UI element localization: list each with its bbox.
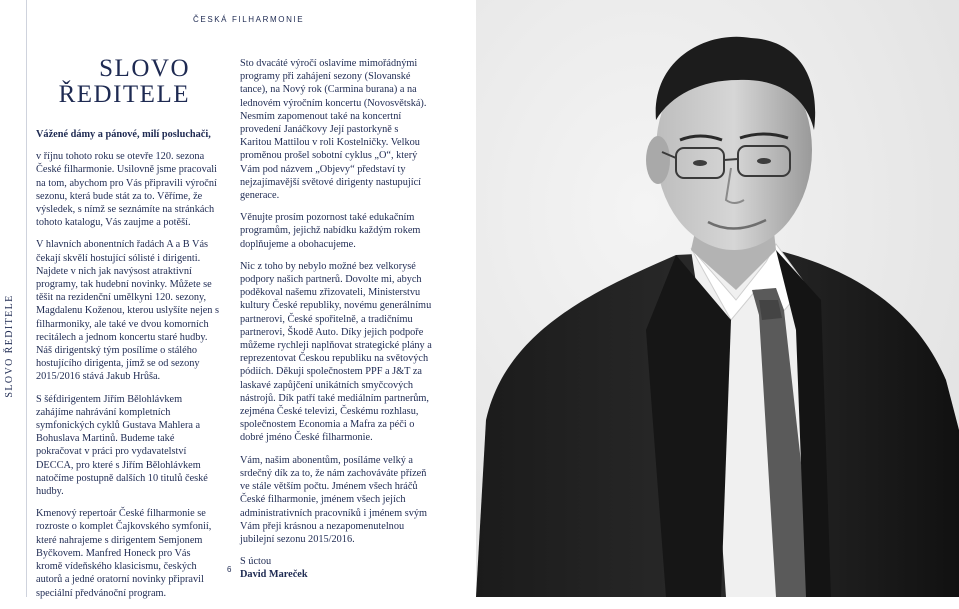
paragraph: S šéfdirigentem Jiřím Bělohlávkem zahájíme nahrávání kompletních symfonických cyklů Gustava Mahlera a Bohuslava Martinů. Budeme také pokračovat v práci pro vydavatelství DECCA, pro které s Jiřím Bělohlávkem natočíme postupně dalších 10 titulů české hudby. (36, 393, 208, 498)
paragraph: Kmenový repertoár České filharmonie se rozroste o komplet Čajkovského symfonií, které nahrajeme s dirigentem Semjonem Byčkovem. Manfred Honeck pro Vás kromě vídeňského klasicismu, českých autorů a jedné oratorní novinky připravil speciální předvánoční program. (36, 508, 212, 599)
paragraph: Věnujte prosím pozornost také edukačním programům, jejichž nabídku každým rokem doplňujeme a obohacujeme. (240, 212, 421, 250)
closing: S úctou (240, 556, 272, 568)
left-margin-rule (26, 0, 27, 597)
paragraph: Vám, našim abonentům, posíláme velký a srdečný dík za to, že nám zachováváte přízeň ve stále větším počtu. Jménem všech hráčů České filharmonie, jménem všech jejích administrativních pracovníků i jménem svým Vám přeji krásnou a nezapomenutelnou jubilejní sezonu 2015/2016. (240, 454, 428, 545)
title-line-2: ŘEDITELE (58, 81, 190, 108)
text-column-left (36, 128, 219, 609)
paragraph: v říjnu tohoto roku se otevře 120. sezona České filharmonie. Usilovně jsme pracovali na tom, abychom pro Vás připravili výroční sezonu, která bude stát za to. Věříme, že výsledek, s nímž se seznámíte na stránkách tohoto katalogu, Vás zaujme a potěší. (36, 151, 218, 229)
portrait-illustration (476, 0, 959, 597)
paragraph: Sto dvacáté výročí oslavíme mimořádnými programy při zahájení sezony (Slovanské tance), na Nový rok (Carmina burana) a na lednovém výročním koncertu (Novosvětská). Nesmím zapomenout také na koncertní provedení Janáčkovy Její pastorkyně s Karitou Mattilou v roli Kostelničky. Velkou proměnou prošel sobotní cyklus „O“, který Vám pod názvem „Objevy“ představí ty nejzajímavější světové dirigenty nastupující generace. (240, 58, 427, 202)
side-label-text: SLOVO ŘEDITELE (4, 294, 15, 398)
text-column-right (240, 57, 432, 591)
page-title (34, 56, 190, 108)
paragraph: Nic z toho by nebylo možné bez velkorysé podpory našich partnerů. Dovolte mi, abych poděkoval našemu zřizovateli, Ministerstvu kultury České republiky, novému generálnímu partnerovi, České spořitelně, a tradičnímu partnerovi, Škodě Auto. Díky jejich podpoře můžeme rychleji naplňovat strategické plány a reprezentovat Českou republiku na světových pódiích. Děkuji společnostem PPF a J&T za laskavé zapůjčení unikátních smyčcových nástrojů. Dík patří také mediálním partnerům, zejména České televizi, Českému rozhlasu, společnostem Economia a Mafra za péči o dobré jméno České filharmonie. (240, 260, 432, 444)
brand-header: ČESKÁ FILHARMONIE (193, 15, 305, 24)
title-line-1: SLOVO (99, 55, 190, 82)
page-number: 6 (227, 565, 232, 574)
signature: David Mareček (240, 569, 308, 581)
paragraph: V hlavních abonentních řadách A a B Vás čekají skvělí hostující sólisté i dirigenti. Najdete v nich jak navýsost atraktivní programy, tak hudební novinky. Můžete se těšit na rezidenční umělkyni 120. sezony, Magdalenu Koženou, kterou uslyšíte nejen s filharmoniky, ale také ve dvou komorních recitálech a jednom koncertu staré hudby. Náš dirigentský tým posílíme o stálého hostujícího dirigenta, jímž se od sezony 2015/2016 stává Jakub Hrůša. (36, 239, 220, 383)
director-portrait-photo (476, 0, 959, 597)
greeting: Vážené dámy a pánové, milí posluchači, (36, 129, 211, 140)
